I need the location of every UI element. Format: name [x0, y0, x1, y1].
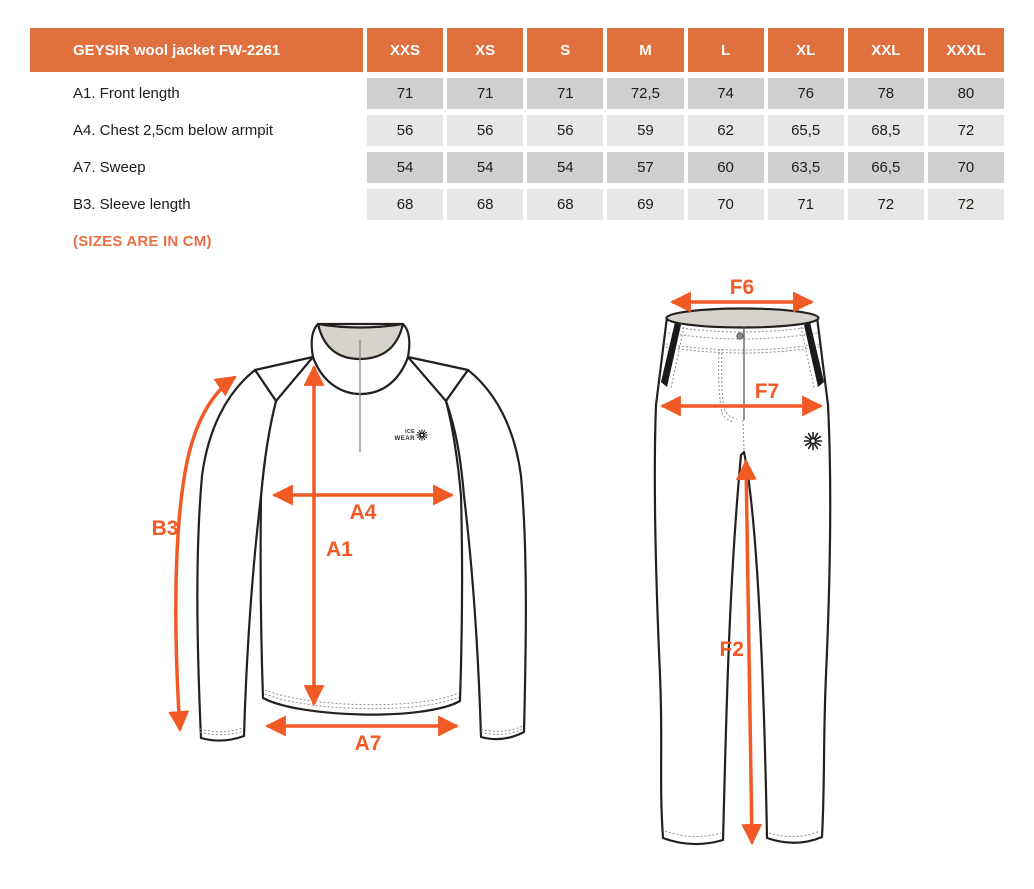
size-header-s: S: [527, 28, 603, 72]
pants-waist-opening: [667, 309, 819, 328]
row-label-sweep: A7. Sweep: [73, 159, 146, 176]
size-value: 72: [928, 189, 1004, 220]
size-value: 65,5: [768, 115, 844, 146]
f6-label: F6: [729, 276, 755, 299]
jacket-body: [255, 357, 468, 715]
size-value: 54: [527, 152, 603, 183]
jacket-logo-wear: WEAR: [394, 435, 415, 442]
size-header-xs: XS: [447, 28, 523, 72]
size-value: 70: [928, 152, 1004, 183]
size-value: 56: [367, 115, 443, 146]
size-value: 68: [447, 189, 523, 220]
size-value: 74: [688, 78, 764, 109]
size-value: 71: [527, 78, 603, 109]
size-value: 72: [848, 189, 924, 220]
pants-button: [737, 333, 743, 339]
jacket-diagram: [140, 280, 570, 775]
size-value: 57: [607, 152, 683, 183]
size-header-l: L: [688, 28, 764, 72]
size-value: 56: [527, 115, 603, 146]
size-value: 60: [688, 152, 764, 183]
pants-diagram: [620, 275, 855, 880]
f2-label: F2: [719, 638, 744, 661]
size-value: 71: [768, 189, 844, 220]
size-value: 63,5: [768, 152, 844, 183]
size-table: [30, 28, 1004, 220]
f7-label: F7: [754, 380, 780, 403]
size-value: 66,5: [848, 152, 924, 183]
row-label-front-length: A1. Front length: [73, 85, 180, 102]
size-header-m: M: [607, 28, 683, 72]
size-value: 72: [928, 115, 1004, 146]
row-label-chest: A4. Chest 2,5cm below armpit: [73, 122, 274, 139]
a7-label: A7: [354, 732, 382, 755]
size-value: 68,5: [848, 115, 924, 146]
f2-inseam-arrow: [746, 461, 752, 843]
size-value: 68: [527, 189, 603, 220]
size-header-xxxl: XXXL: [928, 28, 1004, 72]
size-value: 80: [928, 78, 1004, 109]
sizes-unit-note: (SIZES ARE IN CM): [73, 233, 212, 250]
size-value: 72,5: [607, 78, 683, 109]
size-value: 54: [447, 152, 523, 183]
size-value: 62: [688, 115, 764, 146]
size-value: 71: [447, 78, 523, 109]
a1-label: A1: [326, 538, 353, 561]
a4-label: A4: [349, 501, 377, 524]
size-header-xxl: XXL: [848, 28, 924, 72]
table-title-cell: GEYSIR wool jacket FW-2261: [30, 28, 363, 72]
size-value: 59: [607, 115, 683, 146]
size-value: 54: [367, 152, 443, 183]
size-value: 78: [848, 78, 924, 109]
size-value: 76: [768, 78, 844, 109]
size-value: 56: [447, 115, 523, 146]
size-value: 69: [607, 189, 683, 220]
size-header-xxs: XXS: [367, 28, 443, 72]
size-header-xl: XL: [768, 28, 844, 72]
b3-label: B3: [151, 517, 179, 540]
row-label-sleeve-length: B3. Sleeve length: [73, 196, 191, 213]
size-value: 68: [367, 189, 443, 220]
size-value: 71: [367, 78, 443, 109]
jacket-logo-ice: ICE: [405, 429, 415, 435]
size-value: 70: [688, 189, 764, 220]
pants-body: [655, 312, 830, 845]
